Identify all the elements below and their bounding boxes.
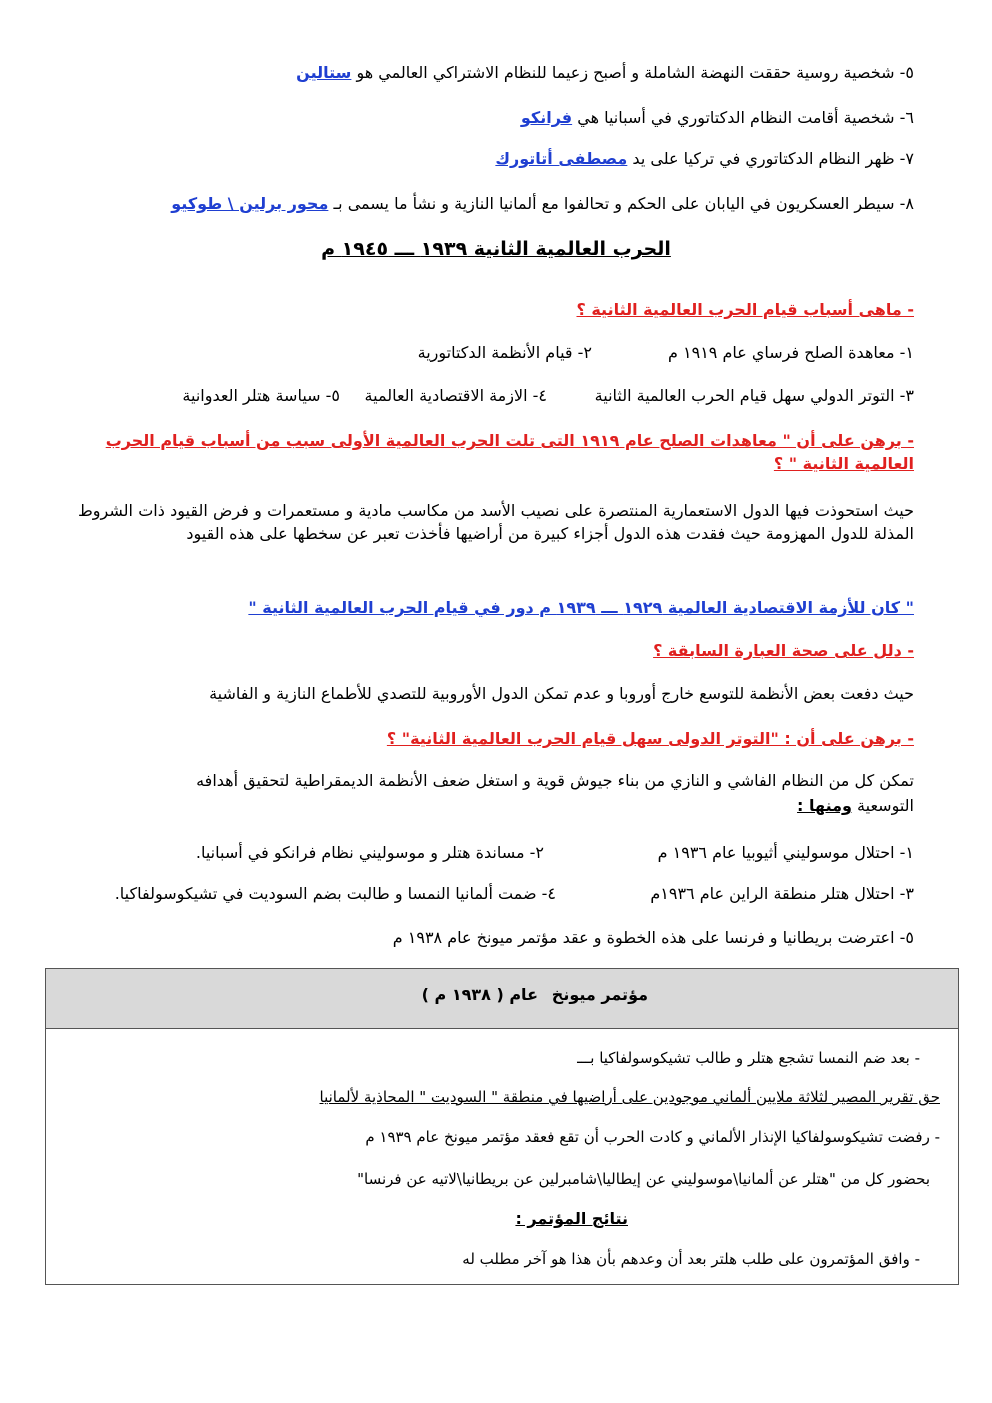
example-3: ٣- احتلال هتلر منطقة الراين عام ١٩٣٦م — [650, 884, 914, 903]
example-2: ٢- مساندة هتلر و موسوليني نظام فرانكو في أسبانيا. — [195, 843, 544, 862]
munich-line-2: حق تقرير المصير لثلاثة ملايين ألماني موجودين على أراضيها في منطقة " السوديت " المحاذية لألمانيا — [319, 1088, 940, 1106]
cause-5: ٥- سياسة هتلر العدوانية — [182, 386, 340, 405]
section-title: الحرب العالمية الثانية ١٩٣٩ ـــ ١٩٤٥ م — [321, 238, 671, 260]
munich-conference-box — [45, 968, 959, 1285]
examples-label: ومنها : — [797, 796, 852, 815]
munich-header-year: عام ( ١٩٣٨ م ) — [421, 985, 538, 1004]
intro-line-5 — [296, 62, 914, 84]
munich-line-4: بحضور كل من "هتلر عن ألمانيا\موسوليني عن إيطاليا\شامبرلين عن بريطانيا\لاتيه عن فرنسا" — [357, 1170, 930, 1188]
cause-1: ١- معاهدة الصلح فرساي عام ١٩١٩ م — [668, 343, 914, 362]
causes-question: - ماهى أسباب قيام الحرب العالمية الثانية ؟ — [576, 300, 914, 319]
intro-line-7-text: ٧- ظهر النظام الدكتاتوري في تركيا على يد — [627, 149, 914, 168]
economic-crisis-question: - دلل على صحة العبارة السابقة ؟ — [653, 641, 914, 660]
versailles-question-line-1: - برهن على أن " معاهدات الصلح عام ١٩١٩ التى تلت الحرب العالمية الأولى سبب من أسباب قيام الحرب — [105, 431, 914, 450]
intro-line-5-text: ٥- شخصية روسية حققت النهضة الشاملة و أصبح زعيما للنظام الاشتراكي العالمي هو — [351, 63, 914, 82]
munich-line-5: - وافق المؤتمرون على طلب هلتر بعد أن وعدهم بأن هذا هو آخر مطلب له — [462, 1250, 920, 1268]
munich-box-header — [46, 969, 958, 1029]
tension-answer-line-2 — [797, 795, 914, 817]
economic-crisis-answer: حيث دفعت بعض الأنظمة للتوسع خارج أوروبا و عدم تمكن الدول الأوروبية للتصدي للأطماع النازية و الفاشية — [209, 684, 914, 703]
answer-axis: محور برلين \ طوكيو — [171, 194, 329, 213]
intro-line-8-text: ٨- سيطر العسكريون في اليابان على الحكم و تحالفوا مع ألمانيا النازية و نشأ ما يسمى بـ — [328, 194, 914, 213]
cause-3: ٣- التوتر الدولي سهل قيام الحرب العالمية الثانية — [594, 386, 914, 405]
versailles-answer: حيث استحوذت فيها الدول الاستعمارية المنتصرة على نصيب الأسد من مكاسب مادية و مستعمرات و فرض القيود ذات الشروط المذلة للدول المهزومة حيث فقدت هذه الدول أجزاء كبيرة من أراضيها فأخذت تعبر عن سخطها على هذه القيود — [78, 501, 914, 543]
munich-line-1: - بعد ضم النمسا تشجع هتلر و طالب تشيكوسولفاكيا بـــ — [577, 1049, 920, 1067]
intro-line-6 — [521, 107, 914, 129]
cause-2: ٢- قيام الأنظمة الدكتاتورية — [417, 343, 592, 362]
tension-answer-line-2-text: التوسعية — [851, 796, 914, 815]
tension-question: - برهن على أن : "التوتر الدولى سهل قيام الحرب العالمية الثانية" ؟ — [386, 729, 914, 748]
example-1: ١- احتلال موسوليني أثيوبيا عام ١٩٣٦ م — [657, 843, 914, 862]
munich-line-3: - رفضت تشيكوسولفاكيا الإنذار الألماني و كادت الحرب أن تقع فعقد مؤتمر ميونخ عام ١٩٣٩ م — [365, 1128, 940, 1146]
answer-ataturk: مصطفى أتاتورك — [495, 149, 628, 168]
example-5: ٥- اعترضت بريطانيا و فرنسا على هذه الخطوة و عقد مؤتمر ميونخ عام ١٩٣٨ م — [392, 928, 914, 947]
tension-answer-line-1: تمكن كل من النظام الفاشي و النازي من بناء جيوش قوية و استغل ضعف الأنظمة الديمقراطية لتحقيق أهدافه — [196, 771, 914, 790]
example-4: ٤- ضمت ألمانيا النمسا و طالبت بضم السوديت في تشيكوسولفاكيا. — [114, 884, 556, 903]
answer-franco: فرانكو — [520, 108, 573, 127]
versailles-question-line-2: العالمية الثانية " ؟ — [773, 454, 914, 473]
results-title: نتائج المؤتمر : — [515, 1209, 628, 1228]
munich-header-title: مؤتمر ميونخ — [551, 985, 648, 1004]
intro-line-7 — [495, 148, 914, 170]
cause-4: ٤- الازمة الاقتصادية العالمية — [364, 386, 547, 405]
intro-line-8 — [171, 193, 914, 215]
intro-line-6-text: ٦- شخصية أقامت النظام الدكتاتوري في أسبانيا هي — [572, 108, 914, 127]
answer-stalin: ستالين — [296, 63, 352, 82]
economic-crisis-statement: " كان للأزمة الاقتصادية العالمية ١٩٢٩ ـــ ١٩٣٩ م دور في قيام الحرب العالمية الثانية " — [248, 598, 914, 617]
